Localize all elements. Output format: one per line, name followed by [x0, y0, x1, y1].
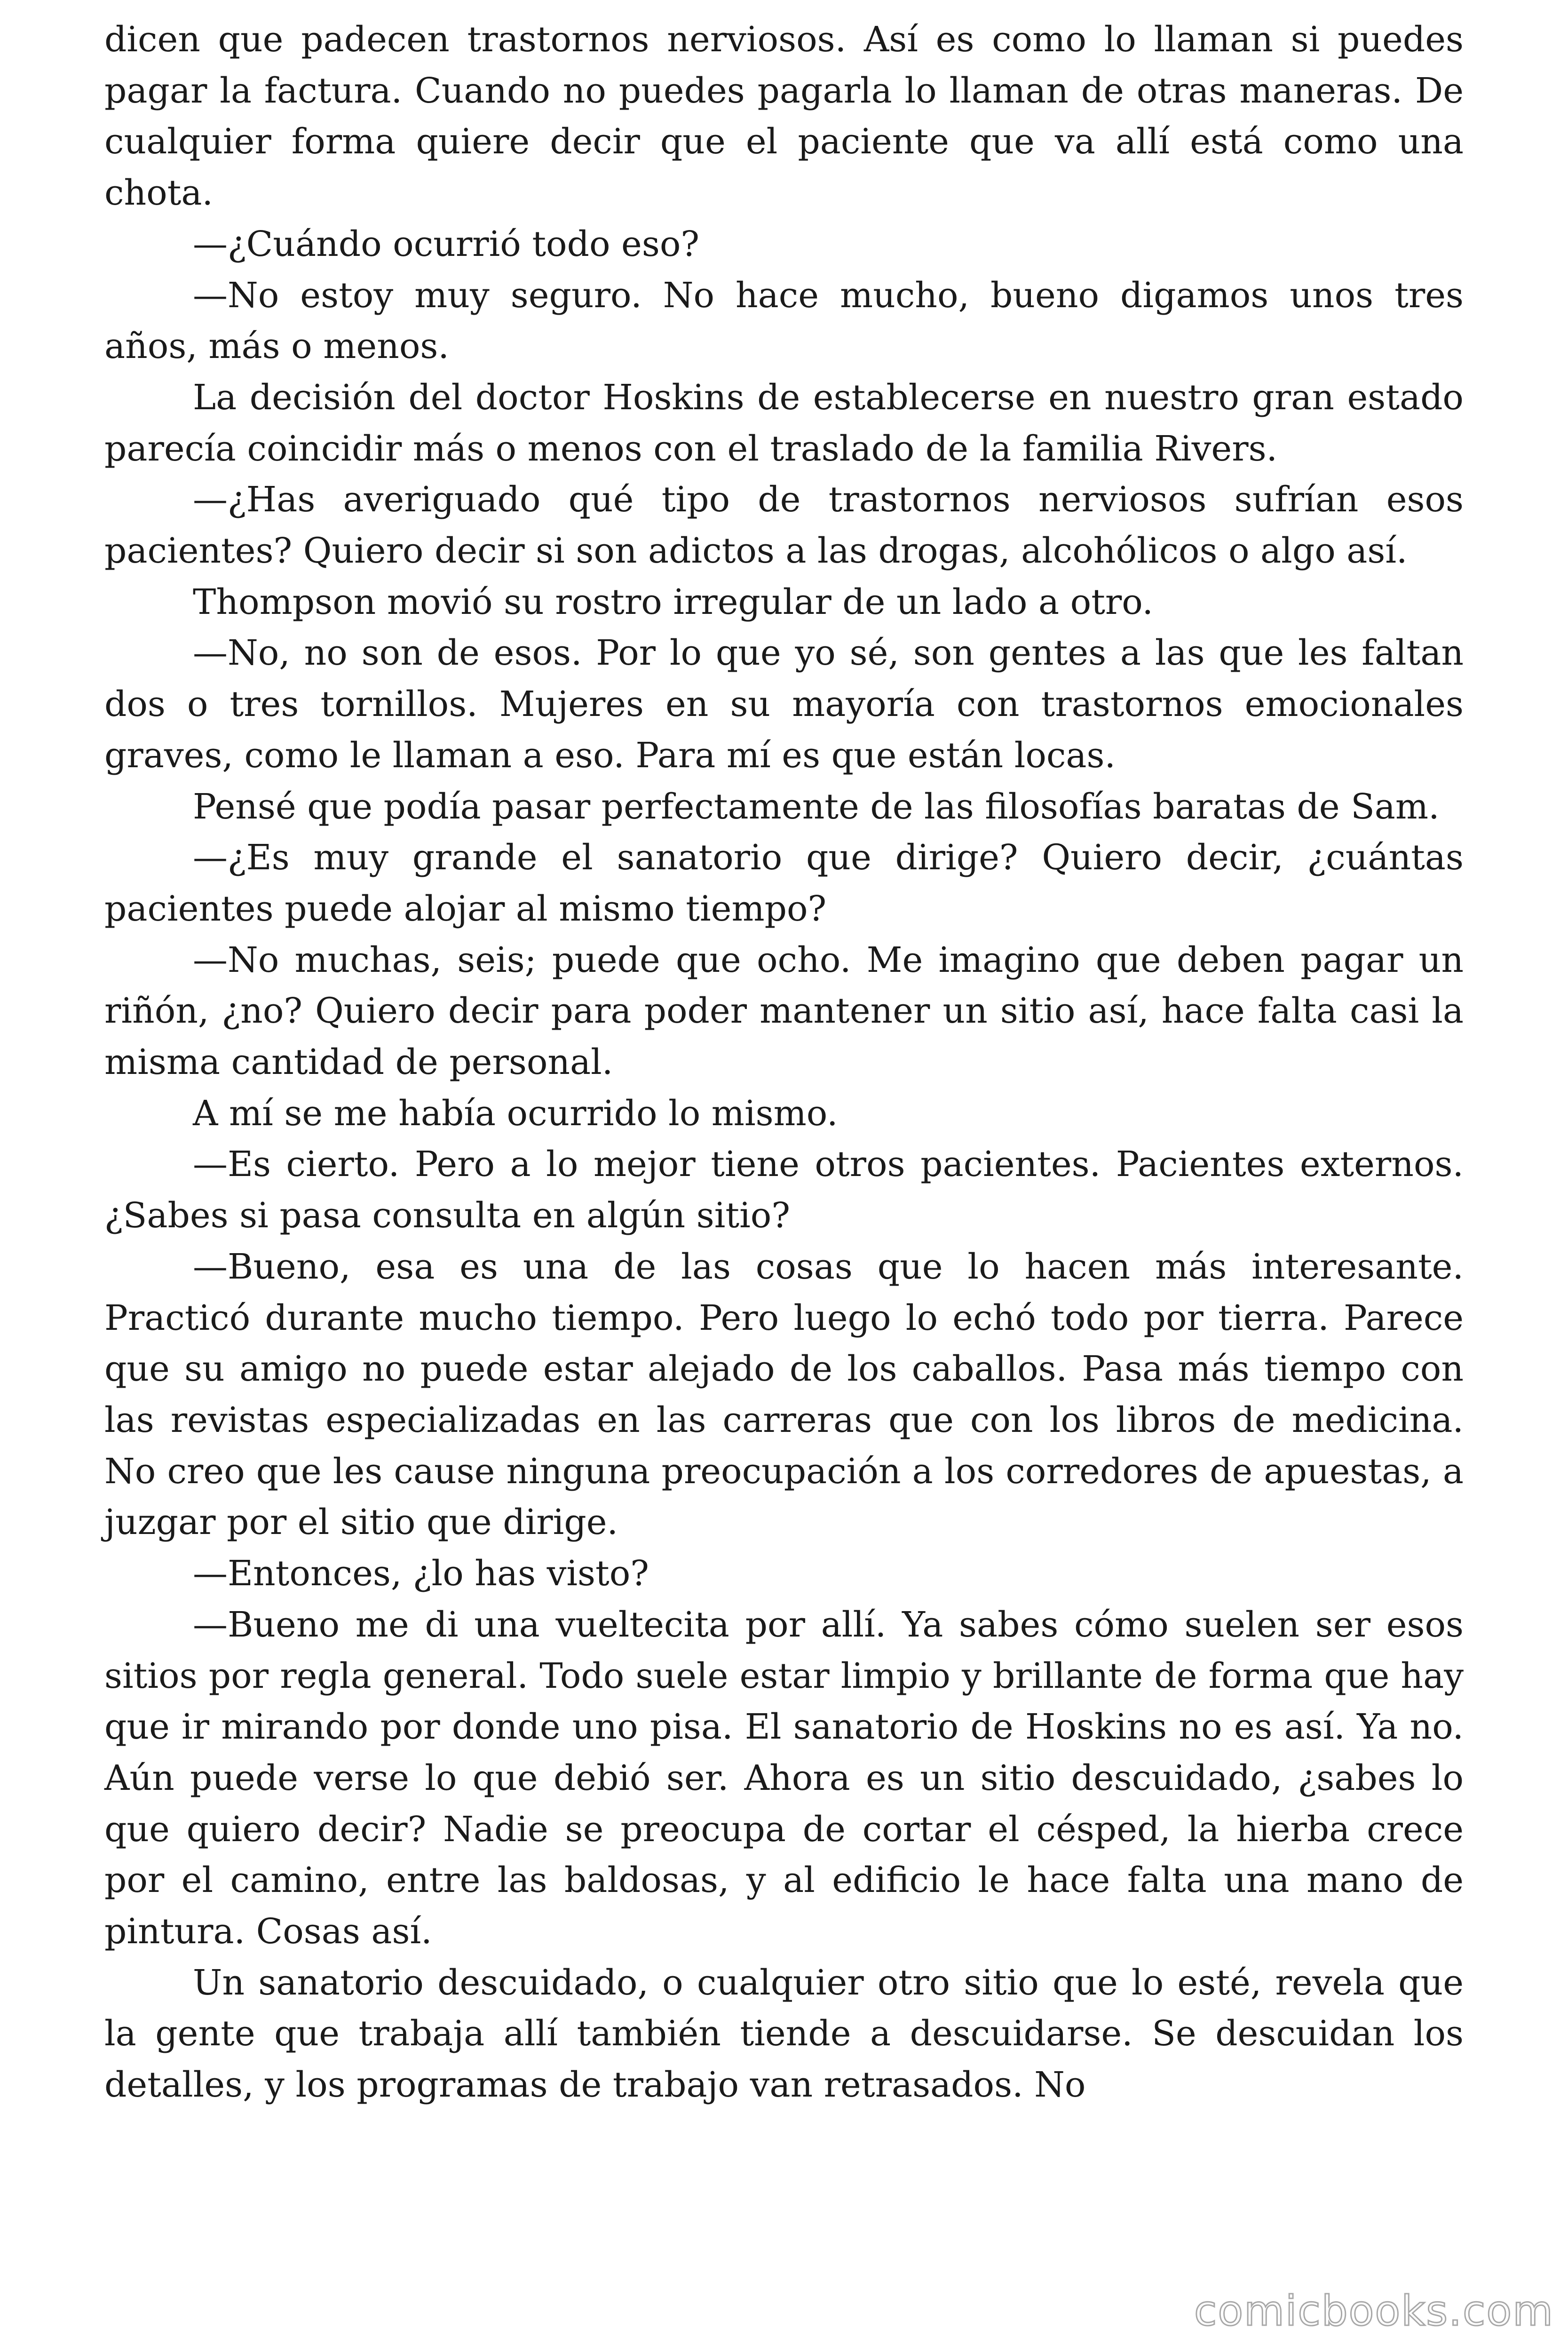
paragraph: —Es cierto. Pero a lo mejor tiene otros pacientes. Pacientes externos. ¿Sabes si pasa consulta en algún sitio?: [104, 1144, 1464, 1236]
paragraph: —Bueno me di una vueltecita por allí. Ya sabes cómo suelen ser esos sitios por regla general. Todo suele estar limpio y brillante de forma que hay que ir mirando por donde uno pisa. El sanatorio de Hoskins no es así. Ya no. Aún puede verse lo que debió ser. Ahora es un sitio descuidado, ¿sabes lo que quiero decir? Nadie se preocupa de cortar el césped, la hierba crece por el camino, entre las baldosas, y al edificio le hace falta una mano de pintura. Cosas así.: [104, 1604, 1464, 1952]
book-page-text: [104, 14, 1464, 2111]
paragraph: dicen que padecen trastornos nerviosos. Así es como lo llaman si puedes pagar la factura. Cuando no puedes pagarla lo llaman de otras maneras. De cualquier forma quiere decir que el paciente que va allí está como una chota.: [104, 19, 1464, 214]
watermark: comicbooks.com: [1194, 2287, 1554, 2335]
paragraph: La decisión del doctor Hoskins de establecerse en nuestro gran estado parecía coincidir más o menos con el traslado de la familia Rivers.: [104, 377, 1464, 469]
paragraph: —¿Cuándo ocurrió todo eso?: [193, 223, 700, 264]
paragraph: —Bueno, esa es una de las cosas que lo hacen más interesante. Practicó durante mucho tiempo. Pero luego lo echó todo por tierra. Parece que su amigo no puede estar alejado de los caballos. Pasa más tiempo con las revistas especializadas en las carreras que con los libros de medicina. No creo que les cause ninguna preocupación a los corredores de apuestas, a juzgar por el sitio que dirige.: [104, 1246, 1464, 1543]
paragraph: Un sanatorio descuidado, o cualquier otro sitio que lo esté, revela que la gente que trabaja allí también tiende a descuidarse. Se descuidan los detalles, y los programas de trabajo van retrasados. No: [104, 1962, 1464, 2106]
paragraph: Pensé que podía pasar perfectamente de las filosofías baratas de Sam.: [193, 786, 1440, 827]
paragraph: —No estoy muy seguro. No hace mucho, bueno digamos unos tres años, más o menos.: [104, 275, 1464, 367]
paragraph: —No muchas, seis; puede que ocho. Me imagino que deben pagar un riñón, ¿no? Quiero decir para poder mantener un sitio así, hace falta casi la misma cantidad de personal.: [104, 939, 1464, 1083]
paragraph: —¿Es muy grande el sanatorio que dirige? Quiero decir, ¿cuántas pacientes puede alojar al mismo tiempo?: [104, 837, 1464, 929]
paragraph: —Entonces, ¿lo has visto?: [193, 1553, 649, 1594]
paragraph: —¿Has averiguado qué tipo de trastornos nerviosos sufrían esos pacientes? Quiero decir si son adictos a las drogas, alcohólicos o algo así.: [104, 479, 1464, 572]
paragraph: Thompson movió su rostro irregular de un lado a otro.: [193, 581, 1154, 622]
paragraph: A mí se me había ocurrido lo mismo.: [193, 1093, 838, 1134]
paragraph: —No, no son de esos. Por lo que yo sé, son gentes a las que les faltan dos o tres tornillos. Mujeres en su mayoría con trastornos emocionales graves, como le llaman a eso. Para mí es que están locas.: [104, 633, 1464, 776]
